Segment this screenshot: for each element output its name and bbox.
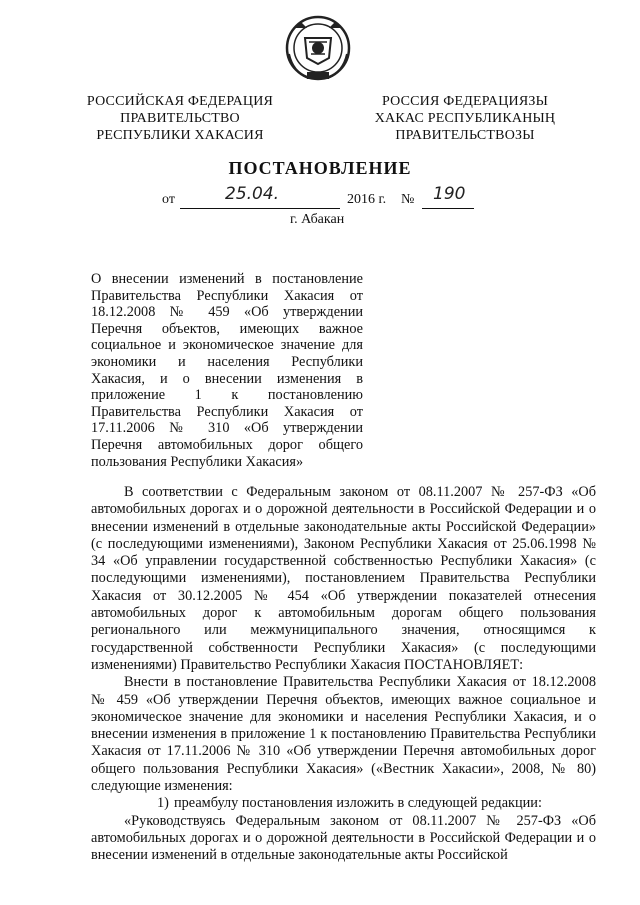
date-number-line [150,184,510,210]
header-right-line-3: ПРАВИТЕЛЬСТВОЗЫ [395,128,535,143]
list-item-1 [91,795,596,812]
body-paragraph-3: «Руководствуясь Федеральным законом от 08.11.2007 № 257-ФЗ «Об автомобильных дорогах и о дорожной деятельности в Российской Федерации и о внесении изменений в отдельные законодательные акты Российской [91,812,596,864]
list-item-1-text: преамбулу постановления изложить в следующей редакции: [174,795,542,812]
header-left-line-1: РОССИЙСКАЯ ФЕДЕРАЦИЯ [86,94,274,109]
header-right-line-1: РОССИЯ ФЕДЕРАЦИЯЗЫ [381,94,549,109]
header-right-line-2: ХАКАС РЕСПУБЛИКАНЫҢ [374,111,556,126]
year-label: 2016 г. [347,192,387,207]
number-label: № [401,192,415,207]
body-paragraph-1: В соответствии с Федеральным законом от 08.11.2007 № 257-ФЗ «Об автомобильных дорогах и о дорожной деятельности в Российской Федерации и о внесении изменений в отдельные законодательные акты Российской Федерации» (с последующими изменениями), Законом Республики Хакасия от 25.06.1998 № 34 «Об управлении государственной собственностью Республики Хакасия» (с последующими изменениями), постановлением Правительства Республики Хакасия от 30.12.2005 № 454 «Об утверждении показателей отнесения автомобильных дорог к автомобильным дорогам общего пользования регионального или межмуниципального значения, относящимся к государственной собственности Республики Хакасия» (с последующими изменениями) Правительство Республики Хакасия ПОСТАНОВЛЯЕТ: [91,484,596,673]
city-label: г. Абакан [290,212,345,227]
document-subject: О внесении изменений в постановление Правительства Республики Хакасия от 18.12.2008 № 459 «Об утверждении Перечня объектов, имеющих важное социальное и экономическое значение для экономики и населения Республики Хакасия, и о внесении изменения в приложение 1 к постановлению Правительства Республики Хакасия от 17.11.2006 № 310 «Об утверждении Перечня автомобильных дорог общего пользования Республики Хакасия» [91,271,363,470]
body-paragraph-2: Внести в постановление Правительства Республики Хакасия от 18.12.2008 № 459 «Об утверждении Перечня объектов, имеющих важное социальное и экономическое значение для экономики и населения Республики Хакасия, и о внесении изменения в приложение 1 к постановлению Правительства Республики Хакасия от 17.11.2006 № 310 «Об утверждении Перечня автомобильных дорог общего пользования Республики Хакасия» («Вестник Хакасии», 2008, № 80) следующие изменения: [91,674,596,795]
document-body [91,484,596,865]
list-item-1-number: 1) [157,795,169,812]
date-handwritten: 25.04. [225,184,280,204]
header-left-line-2: ПРАВИТЕЛЬСТВО [120,111,240,126]
header-left-line-3: РЕСПУБЛИКИ ХАКАСИЯ [96,128,264,143]
number-handwritten: 190 [433,184,466,204]
coat-of-arms-emblem [283,14,353,86]
header-right-khakas [365,93,565,144]
document-title: ПОСТАНОВЛЕНИЕ [228,158,412,178]
header-left-russian [80,93,280,144]
date-from-label: от [162,192,175,207]
